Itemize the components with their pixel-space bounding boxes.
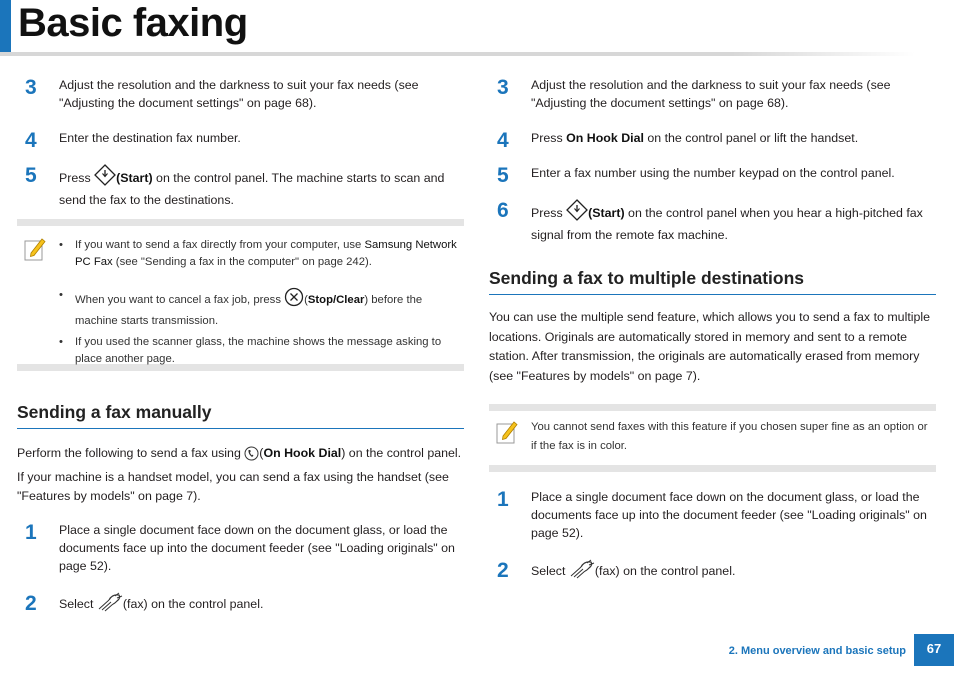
step-text-pre: Press (59, 171, 95, 185)
multiple-intro-paragraph: You can use the multiple send feature, which allows you to send a fax to multiple locations. Originals are automatically stored in memory and sent to a remote station. After transmission, the originals are automatically erased from memory (see "Features by models" on page 7). (489, 310, 931, 383)
note-text: (see "Sending a fax in the computer" on page 242). (112, 256, 372, 268)
footer-chapter: 2. Menu overview and basic setup (728, 645, 906, 657)
page-number: 67 (914, 634, 954, 666)
step-number: 1 (497, 488, 509, 511)
on-hook-dial-label: On Hook Dial (566, 131, 644, 145)
fax-icon (97, 592, 123, 617)
on-hook-dial-icon (244, 446, 259, 468)
section-heading-manual: Sending a fax manually (17, 401, 464, 429)
section-heading-multiple: Sending a fax to multiple destinations (489, 267, 936, 295)
step-number: 5 (497, 164, 509, 187)
stop-clear-label: Stop/Clear (307, 294, 365, 306)
left-note-box (17, 219, 464, 371)
step-text-post: on the control panel when you hear a high-pitched fax signal from the remote fax machine. (531, 206, 923, 242)
note-text: ) before the machine starts transmission. (75, 294, 423, 327)
right-note-box (489, 404, 936, 472)
step-text-post: (fax) on the control panel. (122, 597, 264, 611)
step-text: Place a single document face down on the document glass, or load the documents face up into the document feeder (see "Loading originals" on page 52). (59, 523, 455, 573)
start-icon (94, 164, 116, 191)
stop-clear-icon (284, 287, 304, 313)
step-text: Adjust the resolution and the darkness to suit your fax needs (see "Adjusting the document settings" on page 68). (59, 78, 419, 110)
step-text-pre: Press (531, 131, 567, 145)
step-number: 4 (25, 129, 37, 152)
step-text: Enter the destination fax number. (59, 131, 241, 145)
step-number: 3 (497, 76, 509, 99)
step-text-post: on the control panel. The machine starts to scan and send the fax to the destinations. (59, 171, 445, 207)
step-text (531, 129, 936, 147)
note-item: • When you want to cancel a fax job, press (Stop/Clear) before the machine starts transmission. (57, 287, 464, 330)
step-text (59, 592, 464, 617)
para-text: Perform the following to send a fax using (17, 446, 245, 460)
title-rule (0, 52, 915, 56)
note-item (57, 237, 464, 271)
step-text-post: (fax) on the control panel. (594, 564, 736, 578)
step-text: Adjust the resolution and the darkness to suit your fax needs (see "Adjusting the document settings" on page 68). (531, 78, 891, 110)
step-number: 2 (25, 592, 37, 615)
step-text (531, 559, 936, 584)
samsung-network-pc-fax-link[interactable]: Samsung Network PC Fax (75, 239, 457, 268)
note-list (57, 226, 464, 368)
start-icon (566, 199, 588, 226)
step-text-pre: Press (531, 206, 567, 220)
note-text: If you want to send a fax directly from your computer, use (75, 239, 365, 251)
note-pencil-icon (495, 419, 519, 445)
manual-intro-paragraph: Perform the following to send a fax using (On Hook Dial) on the control panel. If your machine is a handset model, you can send a fax using the handset (see "Features by models" on page 7). (17, 446, 462, 503)
step-number: 2 (497, 559, 509, 582)
para-text: ) on the control panel. If your machine is a handset model, you can send a fax using the handset (see "Features by models" on page 7). (17, 446, 462, 503)
step-number: 6 (497, 199, 509, 222)
step-number: 1 (25, 521, 37, 544)
note-text: You cannot send faxes with this feature if you chosen super fine as an option or if the fax is in color. (531, 421, 928, 452)
note-pencil-icon (23, 236, 47, 262)
fax-icon (569, 559, 595, 584)
step-text-post: on the control panel or lift the handset. (643, 131, 859, 145)
step-number: 5 (25, 164, 37, 187)
title-accent-bar (0, 0, 11, 52)
step-text: Place a single document face down on the document glass, or load the documents face up into the document feeder (see "Loading originals" on page 52). (531, 490, 927, 540)
step-number: 4 (497, 129, 509, 152)
note-item: • If you used the scanner glass, the machine shows the message asking to place another page. (57, 334, 464, 368)
step-text-pre: Select (59, 597, 97, 611)
step-text (531, 199, 936, 244)
step-text: Enter a fax number using the number keypad on the control panel. (531, 166, 895, 180)
start-label: (Start) (588, 206, 625, 220)
start-label: (Start) (116, 171, 153, 185)
step-text-pre: Select (531, 564, 569, 578)
step-number: 3 (25, 76, 37, 99)
note-text: When you want to cancel a fax job, press (75, 294, 285, 306)
page-title: Basic faxing (18, 1, 248, 45)
on-hook-dial-label: On Hook Dial (263, 446, 342, 460)
step-text (59, 164, 464, 209)
